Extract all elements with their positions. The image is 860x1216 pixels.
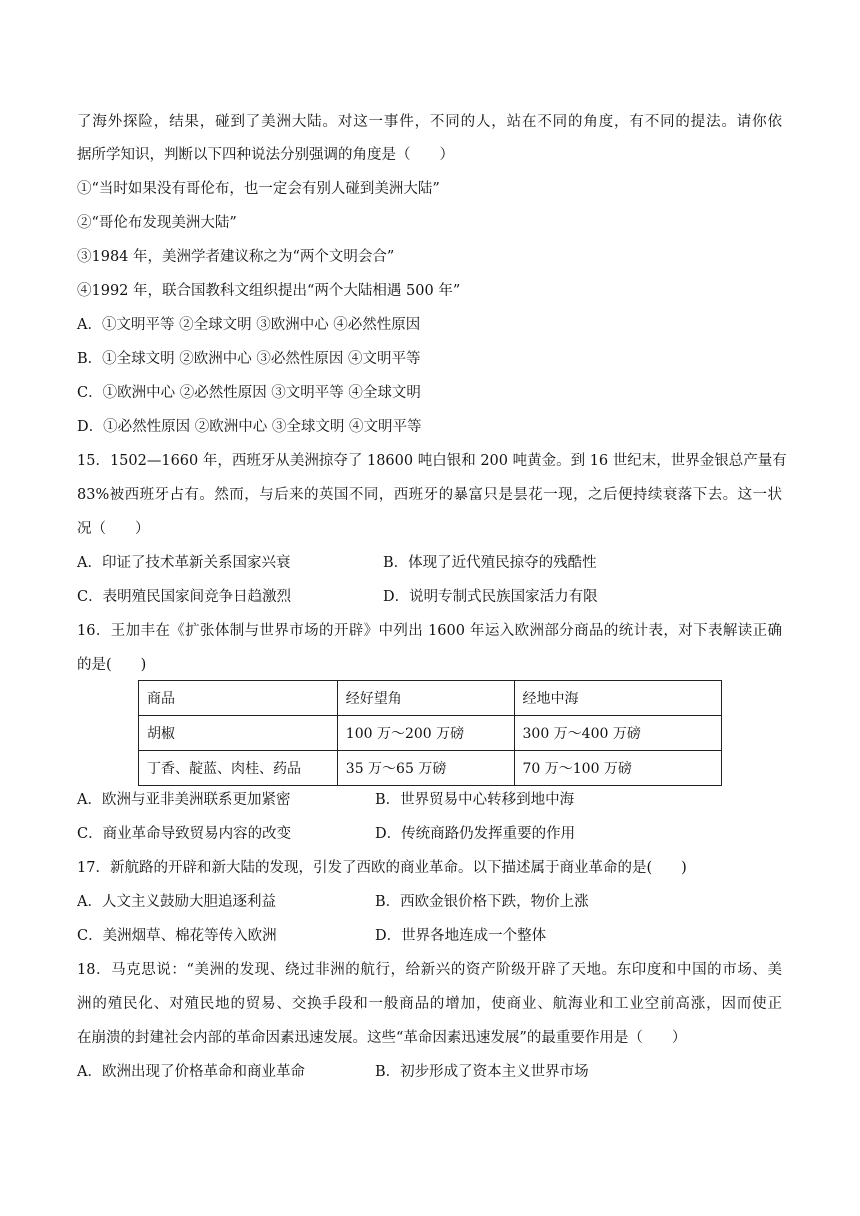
q17-option-d[interactable]: D．世界各地连成一个整体 [375, 928, 547, 944]
q14-statement-4: ④1992 年，联合国教科文组织提出“两个大陆相遇 500 年” [77, 283, 461, 299]
q18-stem-line-1: 18．马克思说：“美洲的发现、绕过非洲的航行，给新兴的资产阶级开辟了天地。东印度和中国的市场、美 [77, 962, 782, 978]
table-header-row [139, 681, 722, 716]
table-header-cell: 商品 [139, 681, 338, 716]
table-cell: 丁香、靛蓝、肉桂、药品 [139, 751, 338, 786]
table-cell: 300 万～400 万磅 [514, 716, 722, 751]
q18-stem-line-2: 洲的殖民化、对殖民地的贸易、交换手段和一般商品的增加，使商业、航海业和工业空前高涨，因而使正 [77, 996, 782, 1012]
q16-option-d[interactable]: D．传统商路仍发挥重要的作用 [375, 826, 576, 842]
table-cell: 70 万～100 万磅 [514, 751, 722, 786]
q17-option-c[interactable]: C．美洲烟草、棉花等传入欧洲 [77, 928, 277, 944]
table-row [139, 751, 722, 786]
q15-option-b[interactable]: B．体现了近代殖民掠夺的残酷性 [383, 555, 597, 571]
q18-stem-line-3: 在崩溃的封建社会内部的革命因素迅速发展。这些“革命因素迅速发展”的最重要作用是（ ） [77, 1030, 687, 1046]
q16-stem-line-1: 16．王加丰在《扩张体制与世界市场的开辟》中列出 1600 年运入欧洲部分商品的统计表，对下表解读正确 [77, 623, 782, 639]
q15-option-d[interactable]: D．说明专制式民族国家活力有限 [383, 589, 598, 605]
q15-stem-line-2: 83%被西班牙占有。然而，与后来的英国不同，西班牙的暴富只是昙花一现，之后便持续衰落下去。这一状 [77, 487, 782, 503]
q17-option-b[interactable]: B．西欧金银价格下跌，物价上涨 [375, 894, 589, 910]
q17-stem: 17．新航路的开辟和新大陆的发现，引发了西欧的商业革命。以下描述属于商业革命的是( ) [77, 860, 687, 876]
q15-stem-line-1: 15．1502—1660 年，西班牙从美洲掠夺了 18600 吨白银和 200 吨黄金。到 16 世纪末，世界金银总产量有 [77, 453, 787, 469]
q16-option-a[interactable]: A．欧洲与亚非美洲联系更加紧密 [77, 792, 291, 808]
q14-option-c[interactable]: C．①欧洲中心 ②必然性原因 ③文明平等 ④全球文明 [77, 385, 421, 401]
goods-statistics-table [138, 680, 722, 786]
table-cell: 100 万～200 万磅 [337, 716, 514, 751]
table-row [139, 716, 722, 751]
q16-option-c[interactable]: C．商业革命导致贸易内容的改变 [77, 826, 292, 842]
q14-option-b[interactable]: B．①全球文明 ②欧洲中心 ③必然性原因 ④文明平等 [77, 351, 421, 367]
q18-option-a[interactable]: A．欧洲出现了价格革命和商业革命 [77, 1064, 305, 1080]
q15-stem-line-3: 况（ ） [77, 521, 150, 537]
q14-option-a[interactable]: A．①文明平等 ②全球文明 ③欧洲中心 ④必然性原因 [77, 317, 421, 333]
q14-statement-2: ②“哥伦布发现美洲大陆” [77, 215, 237, 231]
q15-option-a[interactable]: A．印证了技术革新关系国家兴衰 [77, 555, 291, 571]
table-cell: 胡椒 [139, 716, 338, 751]
q14-option-d[interactable]: D．①必然性原因 ②欧洲中心 ③全球文明 ④文明平等 [77, 419, 422, 435]
table-cell: 35 万～65 万磅 [337, 751, 514, 786]
q15-option-c[interactable]: C．表明殖民国家间竞争日趋激烈 [77, 589, 292, 605]
table-header-cell: 经好望角 [337, 681, 514, 716]
q18-option-b[interactable]: B．初步形成了资本主义世界市场 [375, 1064, 589, 1080]
q14-stem-line-2: 据所学知识，判断以下四种说法分别强调的角度是（ ） [77, 147, 454, 163]
q14-stem-line-1: 了海外探险，结果，碰到了美洲大陆。对这一事件，不同的人，站在不同的角度，有不同的提法。请你依 [77, 114, 782, 130]
table-header-cell: 经地中海 [514, 681, 722, 716]
q14-statement-1: ①“当时如果没有哥伦布，也一定会有别人碰到美洲大陆” [77, 181, 440, 197]
q16-stem-line-2: 的是( ) [77, 657, 147, 673]
q14-statement-3: ③1984 年，美洲学者建议称之为“两个文明会合” [77, 249, 395, 265]
q17-option-a[interactable]: A．人文主义鼓励大胆追逐利益 [77, 894, 276, 910]
q16-option-b[interactable]: B．世界贸易中心转移到地中海 [375, 792, 575, 808]
